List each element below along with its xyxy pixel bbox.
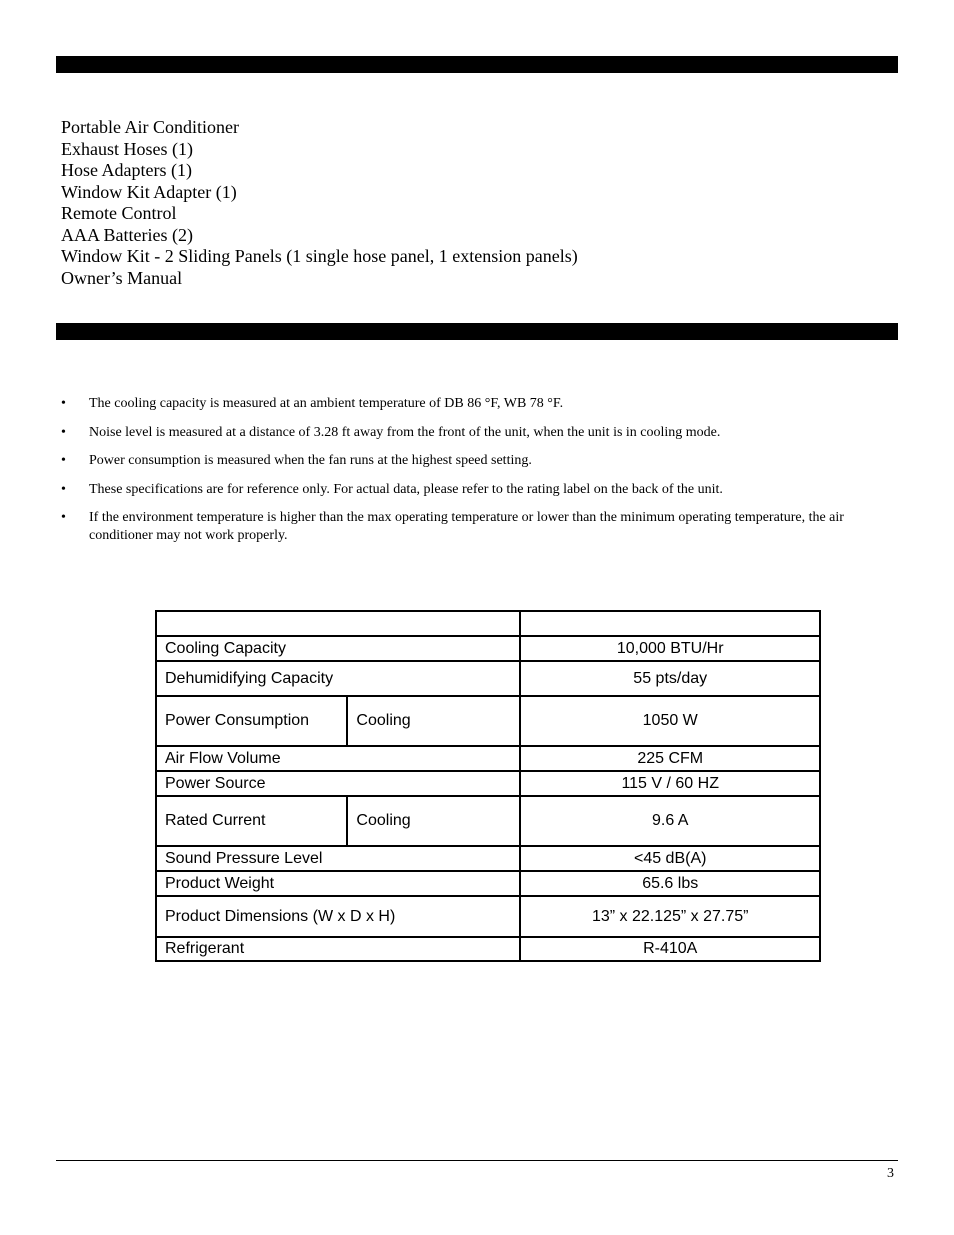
- spec-value: 55 pts/day: [520, 661, 820, 696]
- spec-value: <45 dB(A): [520, 846, 820, 871]
- spec-label: Air Flow Volume: [156, 746, 520, 771]
- spec-mode: Cooling: [347, 796, 520, 846]
- list-item: Portable Air Conditioner: [61, 117, 239, 137]
- spec-label: Product Dimensions (W x D x H): [156, 896, 520, 937]
- spec-label: Power Consumption: [156, 696, 347, 746]
- spec-label: Product Weight: [156, 871, 520, 896]
- list-item: AAA Batteries (2): [61, 224, 193, 245]
- spec-mode: Cooling: [347, 696, 520, 746]
- spec-value: R-410A: [520, 937, 820, 961]
- footer-divider: [56, 1160, 898, 1161]
- table-row: [156, 846, 820, 871]
- spec-value: 225 CFM: [520, 746, 820, 771]
- list-item: Window Kit - 2 Sliding Panels (1 single hose panel, 1 extension panels): [61, 246, 578, 266]
- spec-value: 10,000 BTU/Hr: [520, 636, 820, 661]
- bullet-icon: •: [61, 424, 66, 440]
- spec-value: 13” x 22.125” x 27.75”: [520, 896, 820, 937]
- bullet-icon: •: [61, 510, 66, 525]
- spec-value: 9.6 A: [520, 796, 820, 846]
- spec-label: Power Source: [156, 771, 520, 796]
- spec-label: Sound Pressure Level: [156, 846, 520, 871]
- spec-value: 1050 W: [520, 696, 820, 746]
- header-cell-left: [156, 611, 520, 636]
- list-item: Hose Adapters (1): [61, 160, 192, 180]
- table-row: [156, 896, 820, 937]
- note-item: [61, 424, 891, 442]
- package-contents-list: [61, 117, 578, 289]
- note-text: Noise level is measured at a distance of 3.28 ft away from the front of the unit, when the unit is in cooling mode.: [89, 424, 721, 440]
- specifications-table: [155, 610, 821, 962]
- table-row: [156, 771, 820, 796]
- note-item: [61, 509, 891, 545]
- list-item: Window Kit Adapter (1): [61, 181, 237, 202]
- list-item: Exhaust Hoses (1): [61, 138, 193, 159]
- spec-label: Refrigerant: [156, 937, 520, 961]
- table-header-row: [156, 611, 820, 636]
- spec-label: Dehumidifying Capacity: [156, 661, 520, 696]
- specification-notes-list: [61, 395, 891, 556]
- note-text: If the environment temperature is higher than the max operating temperature or lower than the minimum operating temperature, the air conditioner may not work properly.: [89, 510, 844, 543]
- table-row: [156, 696, 820, 746]
- list-item: Owner’s Manual: [61, 267, 183, 288]
- table-row: [156, 937, 820, 961]
- list-item: Remote Control: [61, 203, 177, 223]
- note-text: Power consumption is measured when the fan runs at the highest speed setting.: [89, 453, 532, 468]
- note-text: These specifications are for reference only. For actual data, please refer to the rating label on the back of the unit.: [89, 481, 723, 497]
- spec-label: Rated Current: [156, 796, 347, 846]
- note-item: [61, 395, 891, 413]
- table-row: [156, 796, 820, 846]
- bullet-icon: •: [61, 453, 66, 468]
- table-row: [156, 871, 820, 896]
- note-item: [61, 452, 891, 470]
- bullet-icon: •: [61, 481, 66, 497]
- header-cell-right: [520, 611, 820, 636]
- bullet-icon: •: [61, 396, 66, 411]
- note-item: [61, 481, 891, 499]
- spec-label: Cooling Capacity: [156, 636, 520, 661]
- section-header-bar-contents: [56, 56, 898, 73]
- note-text: The cooling capacity is measured at an ambient temperature of DB 86 °F, WB 78 °F.: [89, 396, 564, 411]
- table-row: [156, 746, 820, 771]
- table-row: [156, 661, 820, 696]
- table-row: [156, 636, 820, 661]
- spec-value: 65.6 lbs: [520, 871, 820, 896]
- page-number: 3: [887, 1166, 894, 1181]
- section-header-bar-specifications: [56, 323, 898, 340]
- spec-value: 115 V / 60 HZ: [520, 771, 820, 796]
